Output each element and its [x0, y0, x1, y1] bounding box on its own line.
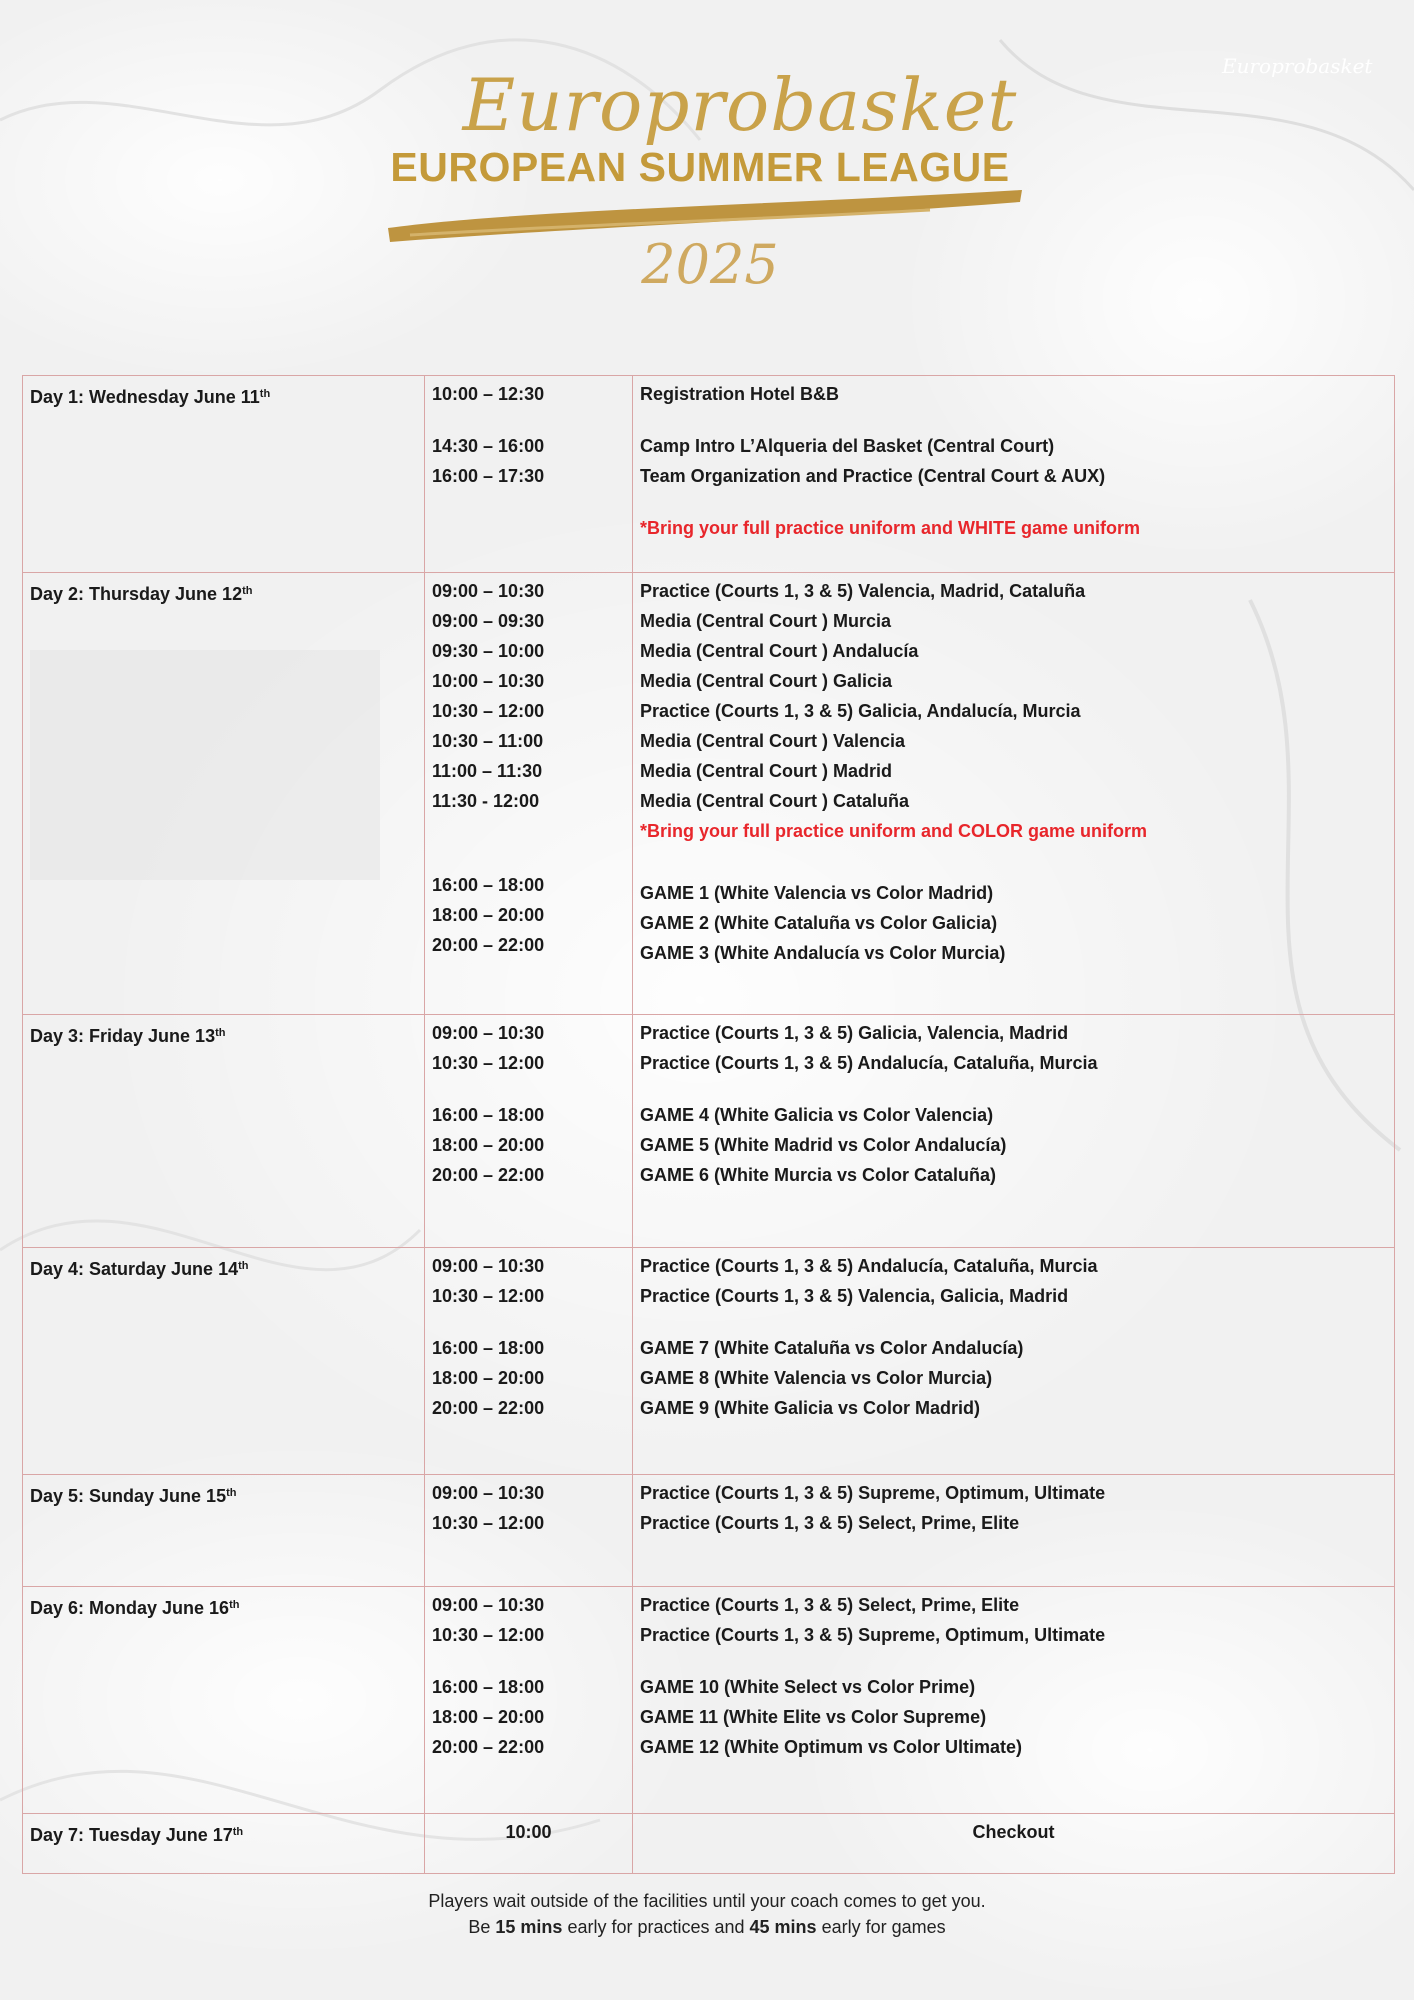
day-label-text: Day 5: Sunday June 15 [30, 1486, 227, 1506]
time-slot: 10:30 – 12:00 [432, 1625, 545, 1645]
time-slot: 09:00 – 09:30 [432, 611, 545, 631]
time-slot: 10:00 – 10:30 [432, 671, 545, 691]
time-slot: 20:00 – 22:00 [432, 1398, 545, 1418]
schedule-body [23, 376, 1395, 1874]
activity-entry: *Bring your full practice uniform and COLOR game uniform [640, 821, 1148, 841]
day-cell [23, 1475, 425, 1587]
activity-entry: GAME 8 (White Valencia vs Color Murcia) [640, 1368, 993, 1388]
activity-cell [633, 1475, 1395, 1587]
blank-line [640, 846, 1387, 878]
time-cell [425, 1248, 633, 1475]
time-slot: 20:00 – 22:00 [432, 1165, 545, 1185]
time-slot: 10:30 – 12:00 [432, 1286, 545, 1306]
footer-bold: 15 mins [495, 1917, 563, 1937]
day-label-text: Day 7: Tuesday June 17 [30, 1825, 233, 1845]
time-slot: 09:30 – 10:00 [432, 641, 545, 661]
time-cell [425, 1814, 633, 1874]
blank-line [640, 409, 1387, 431]
activity-entry: Media (Central Court ) Galicia [640, 671, 893, 691]
time-slot: 11:00 – 11:30 [432, 761, 543, 781]
activity-entry: GAME 6 (White Murcia vs Color Cataluña) [640, 1165, 997, 1185]
corner-watermark: Europrobasket [1222, 54, 1373, 78]
activity-entry: GAME 5 (White Madrid vs Color Andalucía) [640, 1135, 1007, 1155]
day-label-text: Day 1: Wednesday June 11 [30, 387, 260, 407]
activity-entry: Camp Intro L’Alqueria del Basket (Central Court) [640, 436, 1055, 456]
schedule-table [22, 375, 1395, 1874]
activity-entry: GAME 12 (White Optimum vs Color Ultimate) [640, 1737, 1023, 1757]
time-slot: 20:00 – 22:00 [432, 935, 545, 955]
activity-entry: Media (Central Court ) Cataluña [640, 791, 910, 811]
time-slot: 09:00 – 10:30 [432, 1483, 545, 1503]
blank-line [432, 1078, 625, 1100]
activity-cell [633, 1814, 1395, 1874]
activity-cell [633, 1015, 1395, 1248]
day-label [30, 379, 417, 412]
activity-entry: Practice (Courts 1, 3 & 5) Andalucía, Cataluña, Murcia [640, 1053, 1098, 1073]
time-slot: 09:00 – 10:30 [432, 1023, 545, 1043]
blank-line [432, 1650, 625, 1672]
blank-line [432, 1311, 625, 1333]
activity-entry: Media (Central Court ) Madrid [640, 761, 893, 781]
activity-entry: Checkout [972, 1822, 1055, 1842]
footer-text: Be [468, 1917, 496, 1937]
schedule-row [23, 376, 1395, 573]
time-slot: 18:00 – 20:00 [432, 1135, 545, 1155]
day-label-text: Day 6: Monday June 16 [30, 1598, 230, 1618]
footer-note [0, 1888, 1414, 1940]
time-slot: 16:00 – 18:00 [432, 1338, 545, 1358]
time-cell [425, 376, 633, 573]
logo-script: Europrobasket [462, 63, 1018, 147]
activity-cell [633, 1248, 1395, 1475]
day-cell [23, 1248, 425, 1475]
schedule-row [23, 1475, 1395, 1587]
activity-entry: GAME 3 (White Andalucía vs Color Murcia) [640, 943, 1006, 963]
time-cell [425, 1587, 633, 1814]
activity-entry: GAME 10 (White Select vs Color Prime) [640, 1677, 976, 1697]
time-slot: 16:00 – 18:00 [432, 1105, 545, 1125]
activity-entry: Practice (Courts 1, 3 & 5) Supreme, Optimum, Ultimate [640, 1483, 1106, 1503]
activity-cell [633, 573, 1395, 1015]
day-ordinal-suffix: th [226, 1487, 237, 1499]
time-slot: 09:00 – 10:30 [432, 581, 545, 601]
day-cell [23, 573, 425, 1015]
day-label [30, 1018, 417, 1051]
time-slot: 16:00 – 18:00 [432, 1677, 545, 1697]
schedule-row [23, 1015, 1395, 1248]
blank-line [432, 816, 625, 838]
time-slot: 18:00 – 20:00 [432, 905, 545, 925]
activity-entry: Team Organization and Practice (Central Court & AUX) [640, 466, 1106, 486]
time-slot: 10:30 – 12:00 [432, 701, 545, 721]
day-label-text: Day 2: Thursday June 12 [30, 584, 243, 604]
day-cell [23, 1587, 425, 1814]
logo-year: 2025 [641, 233, 779, 296]
logo-league-name: EUROPEAN SUMMER LEAGUE [390, 144, 1010, 190]
activity-entry: Practice (Courts 1, 3 & 5) Andalucía, Cataluña, Murcia [640, 1256, 1098, 1276]
footer-text: early for games [816, 1917, 946, 1937]
time-slot: 14:30 – 16:00 [432, 436, 545, 456]
time-slot: 16:00 – 17:30 [432, 466, 545, 486]
day-ordinal-suffix: th [259, 388, 271, 400]
activity-entry: Practice (Courts 1, 3 & 5) Select, Prime, Elite [640, 1595, 1020, 1615]
blank-line [432, 838, 625, 870]
activity-cell [633, 1587, 1395, 1814]
activity-cell [633, 376, 1395, 573]
activity-entry: GAME 11 (White Elite vs Color Supreme) [640, 1707, 987, 1727]
time-slot: 11:30 - 12:00 [432, 791, 540, 811]
footer-line-2 [0, 1914, 1414, 1940]
day-label-text: Day 4: Saturday June 14 [30, 1259, 239, 1279]
time-slot: 10:00 – 12:30 [432, 384, 545, 404]
day-cell [23, 1814, 425, 1874]
time-slot: 09:00 – 10:30 [432, 1256, 545, 1276]
activity-entry: Media (Central Court ) Valencia [640, 731, 906, 751]
activity-entry: GAME 4 (White Galicia vs Color Valencia) [640, 1105, 994, 1125]
day-ordinal-suffix: th [238, 1260, 249, 1272]
day-label-text: Day 3: Friday June 13 [30, 1026, 216, 1046]
time-slot: 10:30 – 12:00 [432, 1513, 545, 1533]
day-cell [23, 1015, 425, 1248]
footer-text: early for practices and [562, 1917, 750, 1937]
time-slot: 20:00 – 22:00 [432, 1737, 545, 1757]
activity-entry: Practice (Courts 1, 3 & 5) Valencia, Galicia, Madrid [640, 1286, 1069, 1306]
activity-entry: Registration Hotel B&B [640, 384, 840, 404]
time-slot: 18:00 – 20:00 [432, 1368, 545, 1388]
day-ordinal-suffix: th [232, 1826, 244, 1838]
activity-entry: Media (Central Court ) Andalucía [640, 641, 919, 661]
day-label [30, 576, 417, 609]
schedule-row [23, 1814, 1395, 1874]
time-slot: 10:30 – 11:00 [432, 731, 544, 751]
schedule-row [23, 1248, 1395, 1475]
blank-line [640, 1650, 1387, 1672]
activity-entry: GAME 7 (White Cataluña vs Color Andalucía) [640, 1338, 1024, 1358]
day-cell [23, 376, 425, 573]
time-slot: 09:00 – 10:30 [432, 1595, 545, 1615]
activity-entry: Media (Central Court ) Murcia [640, 611, 892, 631]
day-label [30, 1251, 417, 1284]
day-label [30, 1590, 417, 1623]
day-ordinal-suffix: th [242, 585, 253, 597]
activity-entry: *Bring your full practice uniform and WHITE game uniform [640, 518, 1141, 538]
schedule-row [23, 1587, 1395, 1814]
time-slot: 10:00 [505, 1822, 552, 1842]
activity-entry: Practice (Courts 1, 3 & 5) Select, Prime, Elite [640, 1513, 1020, 1533]
time-slot: 10:30 – 12:00 [432, 1053, 545, 1073]
activity-entry: GAME 2 (White Cataluña vs Color Galicia) [640, 913, 998, 933]
activity-entry: Practice (Courts 1, 3 & 5) Supreme, Optimum, Ultimate [640, 1625, 1106, 1645]
footer-bold: 45 mins [749, 1917, 817, 1937]
time-cell [425, 573, 633, 1015]
time-cell [425, 1015, 633, 1248]
time-cell [425, 1475, 633, 1587]
schedule-row [23, 573, 1395, 1015]
footer-line-1: Players wait outside of the facilities until your coach comes to get you. [428, 1891, 986, 1911]
day-ordinal-suffix: th [229, 1599, 240, 1611]
day-label [30, 1817, 417, 1850]
activity-entry: Practice (Courts 1, 3 & 5) Galicia, Valencia, Madrid [640, 1023, 1069, 1043]
activity-entry: Practice (Courts 1, 3 & 5) Valencia, Madrid, Cataluña [640, 581, 1086, 601]
activity-entry: Practice (Courts 1, 3 & 5) Galicia, Andalucía, Murcia [640, 701, 1081, 721]
activity-entry: GAME 1 (White Valencia vs Color Madrid) [640, 883, 994, 903]
activity-entry: GAME 9 (White Galicia vs Color Madrid) [640, 1398, 981, 1418]
blank-line [432, 409, 625, 431]
blank-line [640, 1078, 1387, 1100]
blank-line [640, 1311, 1387, 1333]
day-label [30, 1478, 417, 1511]
time-slot: 16:00 – 18:00 [432, 875, 545, 895]
event-logo [370, 60, 1030, 310]
time-slot: 18:00 – 20:00 [432, 1707, 545, 1727]
day-ordinal-suffix: th [215, 1027, 226, 1039]
blank-line [640, 491, 1387, 513]
